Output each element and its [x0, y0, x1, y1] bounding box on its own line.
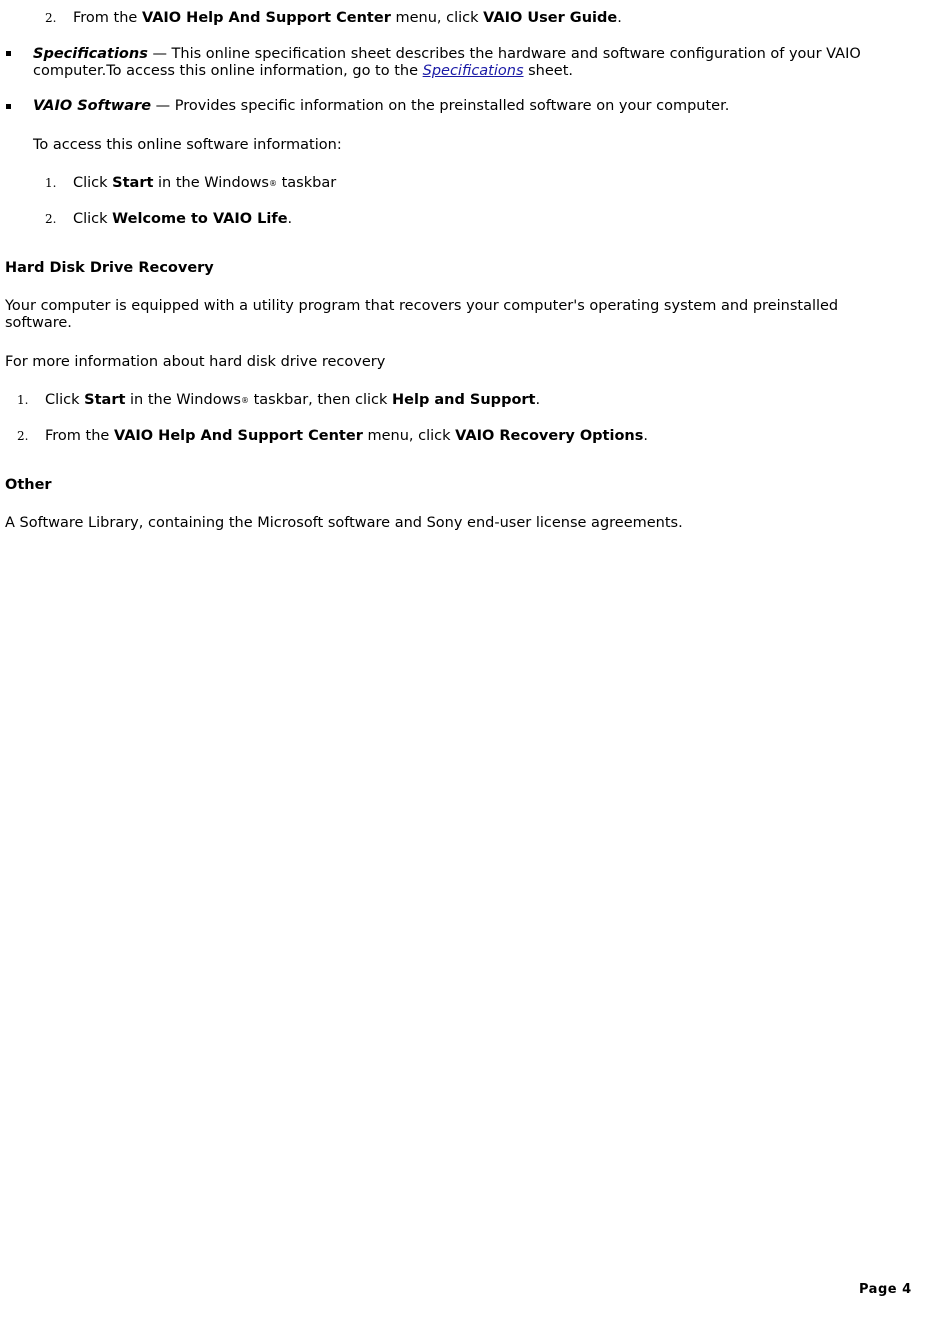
- specs-line-2: computer.To access this online information, go to the Specifications sheet.: [33, 63, 574, 79]
- specs-line-1: Specifications — This online specification sheet describes the hardware and software configuration of your VAIO: [33, 46, 861, 62]
- vaio-software-intro: To access this online software information:: [33, 137, 342, 153]
- list-number: 2.: [45, 11, 57, 25]
- recovery-para-line-1: Your computer is equipped with a utility program that recovers your computer's operating system and preinstalled: [5, 298, 839, 314]
- list-number: 1.: [17, 393, 29, 407]
- registered-mark: ®: [269, 179, 277, 188]
- recovery-intro: For more information about hard disk drive recovery: [5, 354, 386, 370]
- top-step-text: From the VAIO Help And Support Center menu, click VAIO User Guide.: [73, 10, 622, 26]
- other-heading: Other: [5, 477, 52, 493]
- other-para: A Software Library, containing the Microsoft software and Sony end-user license agreements.: [5, 515, 683, 531]
- vaio-software-term: VAIO Software: [33, 98, 152, 114]
- list-number: 2.: [45, 212, 57, 226]
- vaio-software-line: VAIO Software — Provides specific information on the preinstalled software on your computer.: [33, 98, 730, 114]
- recovery-para-line-2: software.: [5, 315, 72, 331]
- specs-term: Specifications: [33, 46, 148, 62]
- bullet-icon: [6, 51, 11, 56]
- recovery-step-1: Click Start in the Windows® taskbar, then click Help and Support.: [45, 392, 541, 408]
- vaio-software-step-1: Click Start in the Windows® taskbar: [73, 175, 337, 191]
- list-number: 2.: [17, 429, 29, 443]
- vaio-software-step-2: Click Welcome to VAIO Life.: [73, 211, 293, 227]
- list-number: 1.: [45, 176, 57, 190]
- specifications-link[interactable]: Specifications: [422, 63, 524, 79]
- registered-mark: ®: [241, 396, 249, 405]
- page-number: Page 4: [859, 1282, 912, 1297]
- bullet-icon: [6, 104, 11, 109]
- recovery-step-2: From the VAIO Help And Support Center menu, click VAIO Recovery Options.: [45, 428, 648, 444]
- recovery-heading: Hard Disk Drive Recovery: [5, 260, 214, 276]
